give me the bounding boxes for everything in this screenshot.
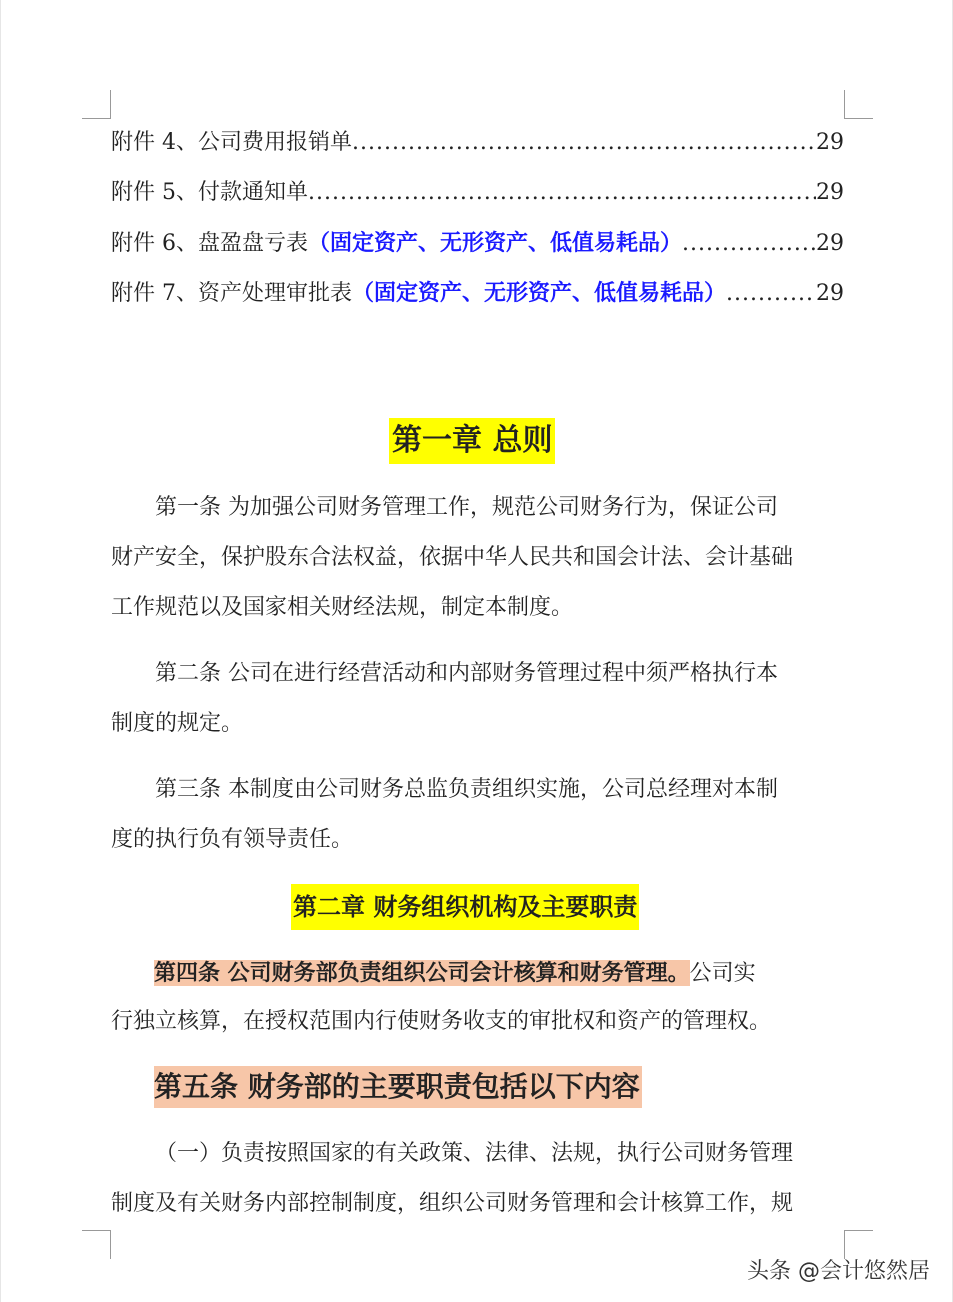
toc-label: 附件 4、公司费用报销单	[111, 130, 352, 155]
toc-entry[interactable]	[111, 228, 844, 259]
margin-mark-top-right	[844, 90, 873, 119]
toc-entry[interactable]	[111, 278, 844, 309]
article-3-line: 度的执行负有领导责任。	[111, 827, 354, 852]
toc-page: 29	[816, 130, 844, 155]
chapter-2-heading: 第二章 财务组织机构及主要职责	[291, 884, 639, 930]
article-1-line: 财产安全，保护股东合法权益，依据中华人民共和国会计法、会计基础	[111, 545, 794, 570]
toc-label: 附件 7、资产处理审批表	[111, 281, 352, 306]
toc-label-highlight: （固定资产、无形资产、低值易耗品）	[352, 280, 727, 306]
margin-mark-top-left	[82, 90, 111, 119]
article-4-text: 公司实	[689, 961, 756, 986]
toc-label: 附件 5、付款通知单	[111, 180, 308, 205]
article-4-highlight: 第四条 公司财务部负责组织公司会计核算和财务管理。	[154, 960, 690, 986]
item-1-line: （一）负责按照国家的有关政策、法律、法规，执行公司财务管理	[155, 1141, 794, 1166]
toc-page: 29	[816, 281, 844, 306]
chapter-1-heading: 第一章 总则	[389, 418, 555, 464]
article-2-line: 制度的规定。	[111, 711, 244, 736]
toc-leader	[682, 229, 816, 259]
toc-label-highlight: （固定资产、无形资产、低值易耗品）	[308, 230, 683, 256]
article-1-line: 工作规范以及国家相关财经法规，制定本制度。	[111, 595, 574, 620]
article-5-heading: 第五条 财务部的主要职责包括以下内容	[154, 1066, 642, 1108]
toc-leader	[726, 279, 816, 309]
toc-leader	[308, 178, 816, 208]
article-1-line: 第一条 为加强公司财务管理工作，规范公司财务行为，保证公司	[155, 495, 778, 520]
article-2-line: 第二条 公司在进行经营活动和内部财务管理过程中须严格执行本	[155, 661, 778, 686]
article-4-line: 行独立核算，在授权范围内行使财务收支的审批权和资产的管理权。	[111, 1009, 772, 1034]
toc-page: 29	[816, 180, 844, 205]
toc-entry[interactable]	[111, 178, 844, 208]
watermark: 头条 @会计悠然居	[747, 1259, 930, 1284]
margin-mark-bottom-left	[82, 1230, 111, 1259]
item-1-line: 制度及有关财务内部控制制度，组织公司财务管理和会计核算工作，规	[111, 1191, 794, 1216]
toc-entry[interactable]	[111, 128, 844, 158]
article-3-line: 第三条 本制度由公司财务总监负责组织实施，公司总经理对本制	[155, 777, 778, 802]
toc-leader	[352, 128, 816, 158]
article-4-line	[154, 955, 756, 992]
toc-page: 29	[816, 231, 844, 256]
toc-label: 附件 6、盘盈盘亏表	[111, 231, 308, 256]
